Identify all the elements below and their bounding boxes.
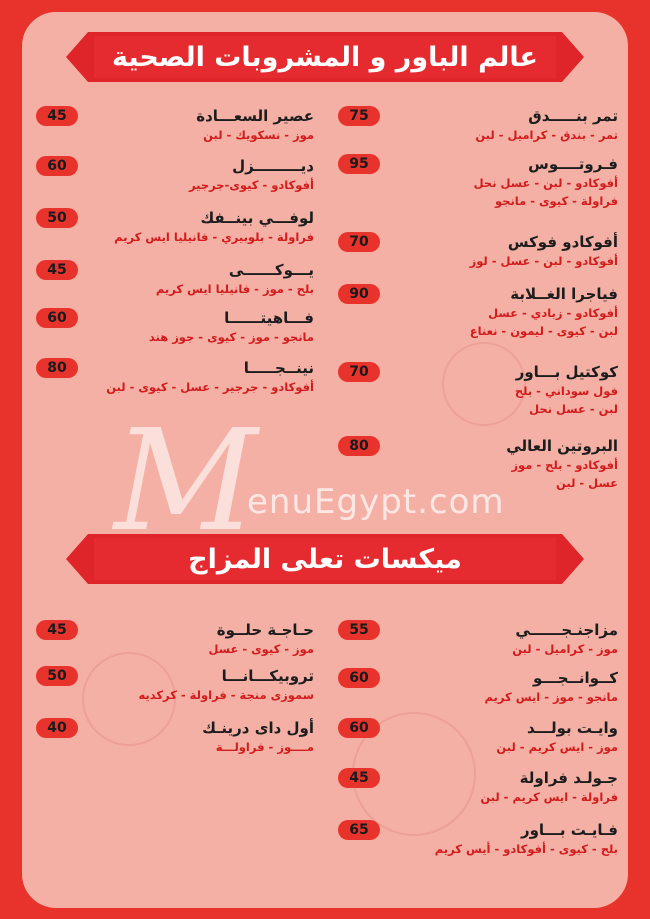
- item-ingredients: سموزى منجة - فراولة - كركديه: [138, 688, 314, 702]
- item-price-badge: 75: [338, 106, 380, 126]
- item-name: عصير السعـــادة: [196, 107, 314, 125]
- menu-item: [338, 668, 618, 706]
- menu-item: [338, 362, 618, 418]
- item-price-badge: 55: [338, 620, 380, 640]
- item-ingredients: أفوكادو - لبن - عسل نحل: [473, 176, 618, 190]
- item-name: يـــوكــــــى: [228, 261, 314, 279]
- section-title: ميكسات تعلى المزاج: [188, 543, 462, 575]
- section-title: عالم الباور و المشروبات الصحية: [112, 41, 538, 73]
- item-name: فياجرا الغــلابة: [510, 285, 618, 303]
- item-price-badge: 60: [36, 156, 78, 176]
- item-price-badge: 60: [36, 308, 78, 328]
- item-name: تمر بنـــــدق: [528, 107, 618, 125]
- menu-card: [22, 12, 628, 908]
- item-ingredients: بلح - موز - فانيليا ايس كريم: [155, 282, 314, 296]
- item-ingredients: مانجو - موز - ايس كريم: [484, 690, 618, 704]
- item-name: كوكتيل بـــاور: [515, 363, 618, 381]
- menu-item: [338, 232, 618, 270]
- item-name: أفوكادو فوكس: [507, 233, 618, 251]
- item-ingredients: فراولة - بلوبيري - فانيليا ايس كريم: [114, 230, 314, 244]
- item-price-badge: 90: [338, 284, 380, 304]
- item-ingredients: مــــوز - فراولـــة: [215, 740, 314, 754]
- watermark-logo: M: [114, 400, 258, 563]
- item-price-badge: 45: [36, 260, 78, 280]
- item-ingredients: أفوكادو - لبن - عسل - لوز: [469, 254, 618, 268]
- item-name: لوفـــي بينــفك: [200, 209, 314, 227]
- item-ingredients: أفوكادو - زبادي - عسل: [488, 306, 618, 320]
- item-ingredients: موز - نسكويك - لبن: [203, 128, 314, 142]
- item-name: فـايـت بـــاور: [520, 821, 618, 839]
- item-price-badge: 50: [36, 208, 78, 228]
- item-name: نينــجـــــا: [243, 359, 314, 377]
- item-price-badge: 80: [338, 436, 380, 456]
- item-name: وايـت بولـــد: [526, 719, 618, 737]
- item-ingredients: مانجو - موز - كيوى - جوز هند: [148, 330, 314, 344]
- item-ingredients: عسل - لبن: [556, 476, 618, 490]
- item-price-badge: 80: [36, 358, 78, 378]
- item-ingredients: أفوكادو - بلح - موز: [511, 458, 618, 472]
- item-name: أول داى درينـك: [202, 719, 314, 737]
- item-name: فـــاهيتــــــا: [224, 309, 314, 327]
- item-price-badge: 95: [338, 154, 380, 174]
- menu-item: [338, 154, 618, 210]
- item-price-badge: 40: [36, 718, 78, 738]
- item-ingredients: أفوكادو - جرجير - عسل - كيوى - لبن: [106, 380, 314, 394]
- item-name: كــوانــجـــو: [532, 669, 618, 687]
- item-ingredients: لبن - عسل نحل: [529, 402, 618, 416]
- item-ingredients: بلح - كيوى - أفوكادو - أيس كريم: [434, 842, 618, 856]
- item-ingredients: أفوكادو - كيوى-جرجير: [188, 178, 314, 192]
- menu-item: [338, 620, 618, 658]
- item-ingredients: موز - كيوى - عسل: [208, 642, 314, 656]
- item-name: مزاجنـجــــــي: [515, 621, 618, 639]
- item-ingredients: لبن - كيوى - ليمون - نعناع: [469, 324, 618, 338]
- item-ingredients: فراولة - كيوى - مانجو: [494, 194, 618, 208]
- menu-item: [338, 106, 618, 144]
- item-price-badge: 45: [36, 620, 78, 640]
- item-name: تروبيكـــانـــا: [221, 667, 314, 685]
- menu-item: [338, 768, 618, 806]
- item-name: البروتين العالي: [506, 437, 618, 455]
- item-name: فـروتــــوس: [528, 155, 618, 173]
- item-name: حـاجـة حلــوة: [216, 621, 314, 639]
- section-banner-power: [66, 26, 584, 88]
- item-price-badge: 45: [338, 768, 380, 788]
- item-ingredients: تمر - بندق - كراميل - لبن: [475, 128, 618, 142]
- menu-item: [338, 284, 618, 340]
- menu-item: [338, 820, 618, 858]
- item-ingredients: فراولة - ايس كريم - لبن: [480, 790, 618, 804]
- item-name: جـولـد فراولة: [519, 769, 618, 787]
- item-price-badge: 60: [338, 668, 380, 688]
- item-price-badge: 65: [338, 820, 380, 840]
- item-price-badge: 45: [36, 106, 78, 126]
- item-name: ديـــــــــزل: [232, 157, 314, 175]
- item-ingredients: موز - ايس كريم - لبن: [496, 740, 618, 754]
- item-price-badge: 70: [338, 362, 380, 382]
- item-price-badge: 60: [338, 718, 380, 738]
- watermark-text: enuEgypt.com: [247, 482, 505, 522]
- item-price-badge: 50: [36, 666, 78, 686]
- item-ingredients: موز - كراميل - لبن: [512, 642, 618, 656]
- menu-item: [338, 718, 618, 756]
- item-price-badge: 70: [338, 232, 380, 252]
- item-ingredients: فول سوداني - بلح: [514, 384, 618, 398]
